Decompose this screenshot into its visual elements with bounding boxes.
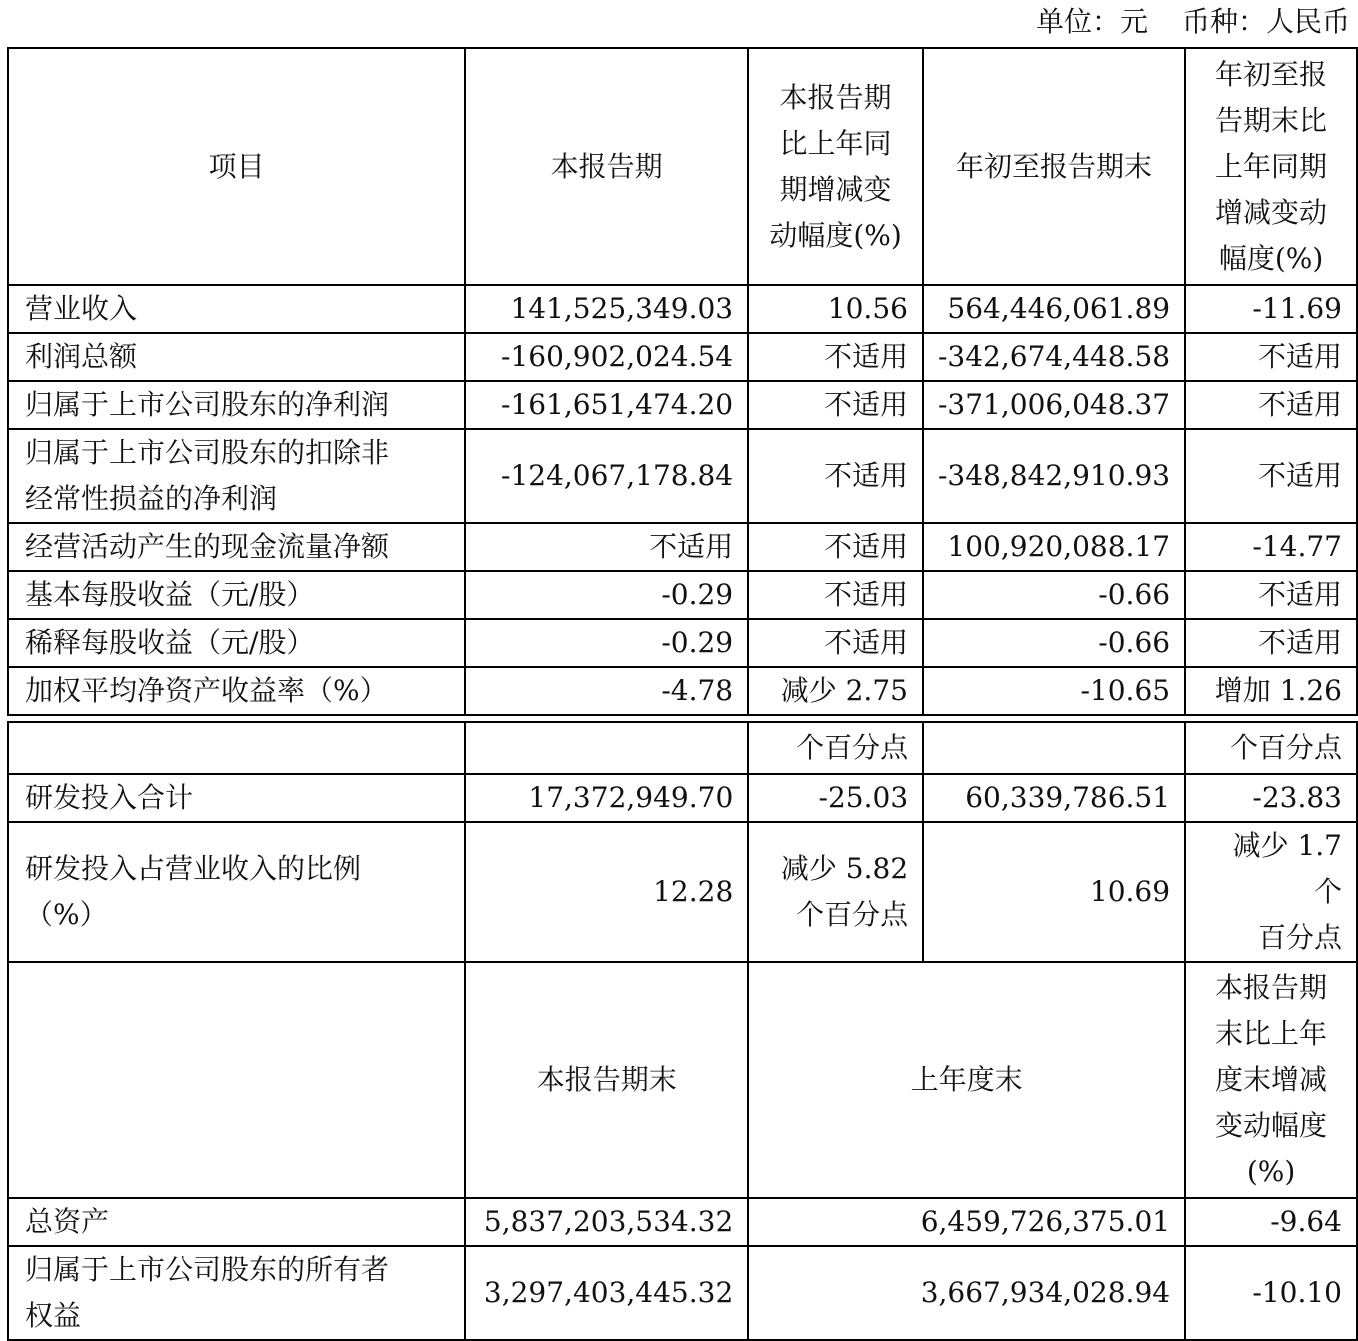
row-change: -10.10 [1185,1246,1357,1340]
row-period-end: 5,837,203,534.32 [465,1198,748,1246]
row-prior-year-end: 3,667,934,028.94 [748,1246,1185,1340]
table-row [8,1246,1357,1340]
row-current-change: 不适用 [748,381,923,429]
header-current-period: 本报告期 [465,48,748,285]
row-current-change: 不适用 [748,523,923,571]
table-row [8,571,1357,619]
row-item: 稀释每股收益（元/股） [8,619,465,667]
row-ytd: 60,339,786.51 [923,774,1185,822]
row-current: 17,372,949.70 [465,774,748,822]
row-ytd-change: 减少 1.7 个 百分点 [1185,822,1357,962]
table-row [8,619,1357,667]
row-ytd: 100,920,088.17 [923,523,1185,571]
row-ytd-change: 个百分点 [1185,722,1357,774]
row-current: 12.28 [465,822,748,962]
row-ytd-change: -11.69 [1185,285,1357,333]
row-current-change: -25.03 [748,774,923,822]
row-current-change: 不适用 [748,571,923,619]
row-item: 营业收入 [8,285,465,333]
rd-and-balance-table [7,721,1358,1341]
row-current: -161,651,474.20 [465,381,748,429]
row-ytd: -348,842,910.93 [923,429,1185,523]
table-row [8,667,1357,715]
row-ytd: -10.65 [923,667,1185,715]
row-item: 加权平均净资产收益率（%） [8,667,465,715]
table-header-row [8,48,1357,285]
row-current: 141,525,349.03 [465,285,748,333]
unit-label: 单位：元 [1035,5,1148,38]
row-ytd: 10.69 [923,822,1185,962]
header-ytd-change: 年初至报 告期末比 上年同期 增减变动 幅度(%) [1185,48,1357,285]
table-row [8,1198,1357,1246]
row-current-change: 10.56 [748,285,923,333]
row-item: 基本每股收益（元/股） [8,571,465,619]
header-current-change: 本报告期 比上年同 期增减变 动幅度(%) [748,48,923,285]
header-item [8,962,465,1198]
row-ytd-change: 不适用 [1185,333,1357,381]
row-ytd: -0.66 [923,571,1185,619]
row-item: 研发投入合计 [8,774,465,822]
header-balance-change: 本报告期 末比上年 度末增减 变动幅度 (%) [1185,962,1357,1198]
row-item: 归属于上市公司股东的扣除非 经常性损益的净利润 [8,429,465,523]
row-ytd: -0.66 [923,619,1185,667]
row-ytd: 564,446,061.89 [923,285,1185,333]
row-ytd-change: -23.83 [1185,774,1357,822]
row-item: 利润总额 [8,333,465,381]
row-item: 总资产 [8,1198,465,1246]
table-row [8,822,1357,962]
row-current-change: 不适用 [748,429,923,523]
table-row [8,285,1357,333]
row-ytd [923,722,1185,774]
row-current: -4.78 [465,667,748,715]
unit-currency-line [1036,0,1350,44]
row-current: 不适用 [465,523,748,571]
row-ytd-change: 不适用 [1185,381,1357,429]
header-ytd: 年初至报告期末 [923,48,1185,285]
row-item: 经营活动产生的现金流量净额 [8,523,465,571]
row-current: -0.29 [465,571,748,619]
row-item: 归属于上市公司股东的净利润 [8,381,465,429]
table-row [8,333,1357,381]
row-ytd: -342,674,448.58 [923,333,1185,381]
row-current-change: 不适用 [748,619,923,667]
table-row [8,381,1357,429]
currency-label: 币种：人民币 [1181,5,1350,38]
row-current: -124,067,178.84 [465,429,748,523]
row-change: -9.64 [1185,1198,1357,1246]
continuation-row [8,722,1357,774]
row-current: -160,902,024.54 [465,333,748,381]
header-period-end: 本报告期末 [465,962,748,1198]
row-ytd-change: 增加 1.26 [1185,667,1357,715]
table-row [8,523,1357,571]
financial-summary-table [7,47,1358,716]
balance-header-row [8,962,1357,1198]
row-current: -0.29 [465,619,748,667]
row-current-change: 个百分点 [748,722,923,774]
row-current-change: 不适用 [748,333,923,381]
row-current-change: 减少 2.75 [748,667,923,715]
table-row [8,429,1357,523]
header-item: 项目 [8,48,465,285]
row-current [465,722,748,774]
row-current-change: 减少 5.82 个百分点 [748,822,923,962]
row-item: 归属于上市公司股东的所有者 权益 [8,1246,465,1340]
row-ytd-change: 不适用 [1185,429,1357,523]
row-item [8,722,465,774]
row-period-end: 3,297,403,445.32 [465,1246,748,1340]
table-row [8,774,1357,822]
row-ytd: -371,006,048.37 [923,381,1185,429]
row-prior-year-end: 6,459,726,375.01 [748,1198,1185,1246]
header-prior-year-end: 上年度末 [748,962,1185,1198]
row-item: 研发投入占营业收入的比例 （%） [8,822,465,962]
row-ytd-change: 不适用 [1185,619,1357,667]
row-ytd-change: 不适用 [1185,571,1357,619]
row-ytd-change: -14.77 [1185,523,1357,571]
